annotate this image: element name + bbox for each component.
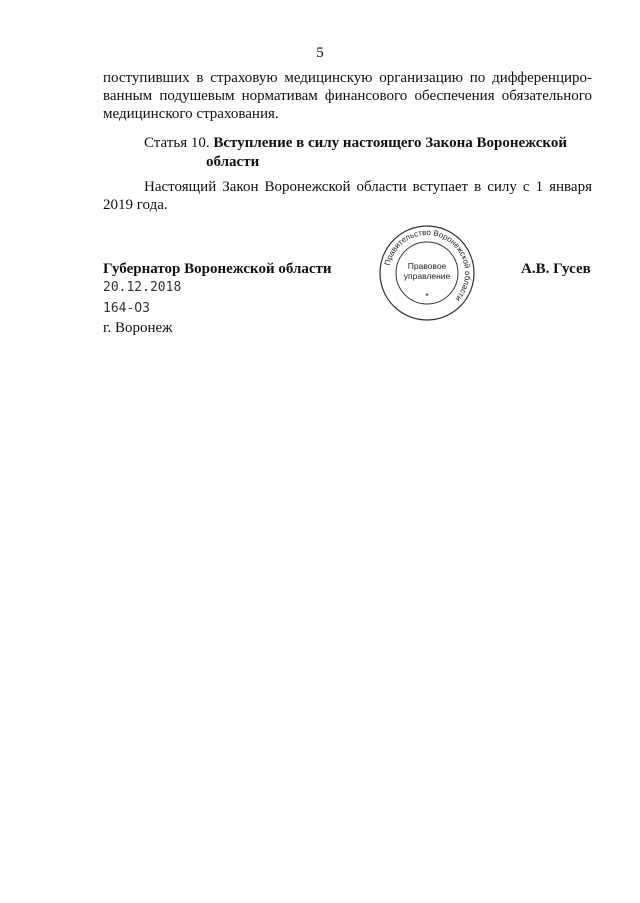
paragraph-2 [103,178,592,214]
city-name: г. Воронеж [103,320,173,336]
paragraph-1-line-2: ванным подушевым нормативам финансового обеспечения обязательного [103,88,592,104]
paragraph-2-line-1: Настоящий Закон Воронежской области вступает в силу с 1 января [144,179,592,195]
law-date: 20.12.2018 [103,280,182,295]
stamp-star: * [425,291,429,301]
article-title-line-1: Вступление в силу настоящего Закона Воронежской [213,135,567,151]
stamp-ring-text: Правительство Воронежской области [382,227,473,304]
stamp-center-line-1: Правовое [407,261,447,271]
stamp-center-line-2: управление [403,271,451,281]
official-stamp [377,223,477,323]
article-title-line-2: области [206,154,260,170]
paragraph-1-line-3: медицинского страхования. [103,106,279,122]
paragraph-1-line-1: поступивших в страховую медицинскую организацию по дифференциро- [103,70,592,86]
article-prefix: Статья 10. [144,135,210,151]
paragraph-1 [103,69,592,123]
law-number: 164-ОЗ [103,301,150,316]
page-number: 5 [316,45,324,61]
paragraph-2-line-2: 2019 года. [103,197,168,213]
signatory-name: А.В. Гусев [521,261,591,277]
signatory-position: Губернатор Воронежской области [103,261,332,277]
article-heading [144,134,592,153]
